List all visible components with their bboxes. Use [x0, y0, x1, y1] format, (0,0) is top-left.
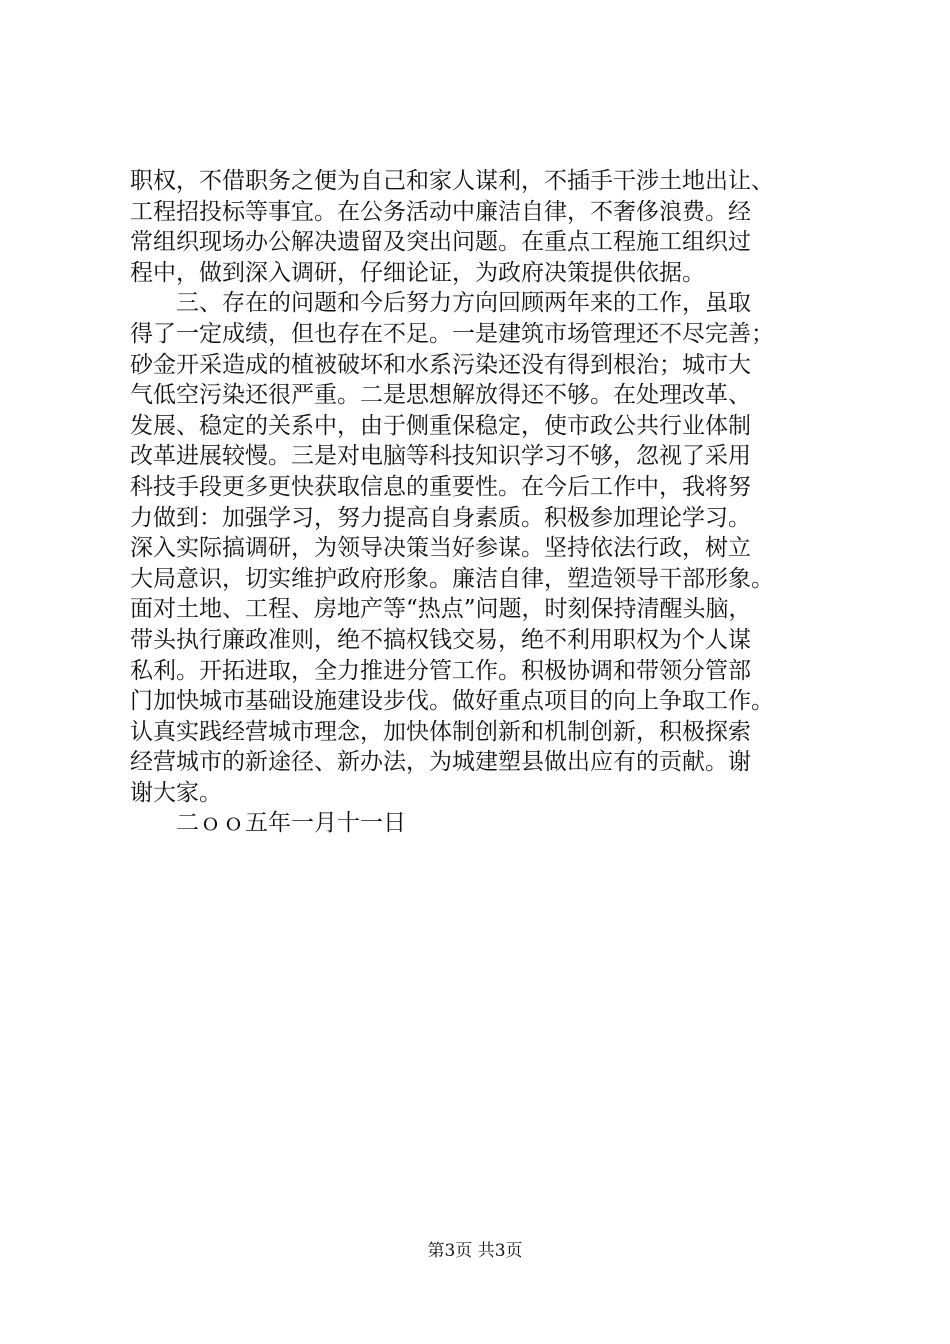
text-line: 砂金开采造成的植被破坏和水系污染还没有得到根治；城市大 [130, 351, 751, 378]
text-line: 面对土地、工程、房地产等“热点”问题，时刻保持清醒头脑， [130, 596, 752, 623]
text-line: 气低空污染还很严重。二是思想解放得还不够。在处理改革、 [130, 382, 751, 409]
text-line: 常组织现场办公解决遗留及突出问题。在重点工程施工组织过 [130, 229, 751, 256]
text-line: 改革进展较慢。三是对电脑等科技知识学习不够，忽视了采用 [130, 443, 751, 470]
text-line: 职权，不借职务之便为自己和家人谋利，不插手干涉土地出让、 [130, 168, 774, 194]
text-line: 力做到：加强学习，努力提高自身素质。积极参加理论学习。 [130, 504, 751, 531]
text-line: 谢大家。 [130, 779, 222, 806]
text-line: 得了一定成绩，但也存在不足。一是建筑市场管理还不尽完善； [130, 320, 774, 347]
text-line: 认真实践经营城市理念，加快体制创新和机制创新，积极探索 [130, 718, 751, 745]
text-line: 大局意识，切实维护政府形象。廉洁自律，塑造领导干部形象。 [130, 565, 774, 592]
text-line: 发展、稳定的关系中，由于侧重保稳定，使市政公共行业体制 [130, 412, 751, 439]
text-line: 工程招投标等事宜。在公务活动中廉洁自律，不奢侈浪费。经 [130, 198, 751, 225]
text-line: 三、存在的问题和今后努力方向回顾两年来的工作，虽取 [176, 290, 751, 317]
text-line: 经营城市的新途径、新办法，为城建塑县做出应有的贡献。谢 [130, 749, 751, 776]
body-text [130, 166, 830, 839]
page-number-footer: 第3页 共3页 [427, 1241, 523, 1261]
text-line: 带头执行廉政准则，绝不搞权钱交易，绝不利用职权为个人谋 [130, 626, 751, 653]
text-line: 深入实际搞调研，为领导决策当好参谋。坚持依法行政，树立 [130, 535, 751, 562]
text-line: 科技手段更多更快获取信息的重要性。在今后工作中，我将努 [130, 473, 751, 500]
text-line: 程中，做到深入调研，仔细论证，为政府决策提供依据。 [130, 259, 705, 286]
text-line: 门加快城市基础设施建设步伐。做好重点项目的向上争取工作。 [130, 688, 774, 715]
text-line: 私利。开拓进取，全力推进分管工作。积极协调和带领分管部 [130, 657, 751, 684]
text-line: 二ｏｏ五年一月十一日 [176, 810, 406, 837]
